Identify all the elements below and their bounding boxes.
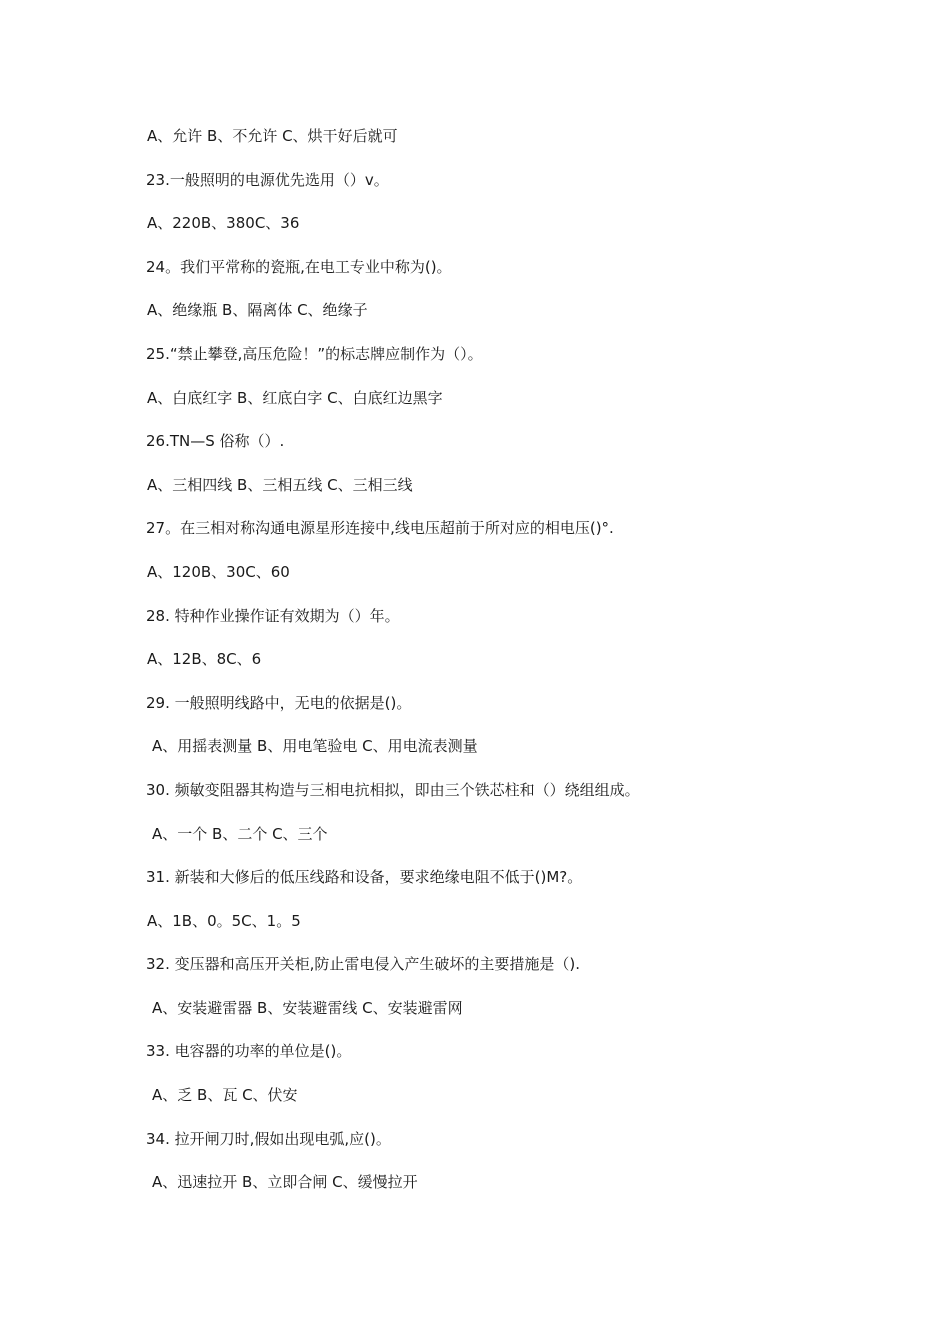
answer-options: A、迅速拉开 B、立即合闸 C、缓慢拉开 — [152, 1173, 418, 1192]
answer-options: A、绝缘瓶 B、隔离体 C、绝缘子 — [147, 301, 368, 320]
question-32: 32. 变压器和高压开关柜,防止雷电侵入产生破坏的主要措施是（). — [146, 955, 581, 974]
answer-options: A、乏 B、瓦 C、伏安 — [152, 1086, 298, 1105]
answer-options: A、安装避雷器 B、安装避雷线 C、安装避雷网 — [152, 998, 463, 1017]
answer-options: A、用摇表测量 B、用电笔验电 C、用电流表测量 — [152, 737, 478, 756]
question-29: 29. 一般照明线路中，无电的依据是()。 — [146, 693, 412, 712]
question-30: 30. 频敏变阻器其构造与三相电抗相拟，即由三个铁芯柱和（）绕组组成。 — [146, 780, 640, 799]
question-26: 26.TN—S 俗称（）. — [146, 432, 285, 451]
answer-options: A、允许 B、不允许 C、烘干好后就可 — [147, 127, 398, 145]
question-31: 31. 新装和大修后的低压线路和设备，要求绝缘电阻不低于()M?。 — [146, 868, 583, 887]
question-24: 24。我们平常称的瓷瓶,在电工专业中称为()。 — [146, 257, 452, 276]
question-list — [146, 124, 866, 1214]
answer-options: A、220B、380C、36 — [147, 214, 300, 233]
question-33: 33. 电容器的功率的单位是()。 — [146, 1042, 352, 1061]
answer-options: A、1B、0。5C、1。5 — [147, 911, 301, 930]
answer-options: A、12B、8C、6 — [147, 650, 262, 669]
answer-options: A、白底红字 B、红底白字 C、白底红边黑字 — [147, 388, 443, 407]
question-27: 27。在三相对称沟通电源星形连接中,线电压超前于所对应的相电压()°. — [146, 519, 614, 538]
answer-options: A、120B、30C、60 — [147, 562, 290, 581]
question-23: 23.一般照明的电源优先选用（）v。 — [146, 170, 389, 189]
question-25: 25.“禁止攀登,高压危险！”的标志牌应制作为（）。 — [146, 344, 483, 363]
question-28: 28. 特种作业操作证有效期为（）年。 — [146, 606, 400, 625]
answer-options: A、一个 B、二个 C、三个 — [152, 824, 328, 843]
answer-options: A、三相四线 B、三相五线 C、三相三线 — [147, 475, 413, 494]
question-34: 34. 拉开闸刀时,假如出现电弧,应()。 — [146, 1129, 391, 1148]
